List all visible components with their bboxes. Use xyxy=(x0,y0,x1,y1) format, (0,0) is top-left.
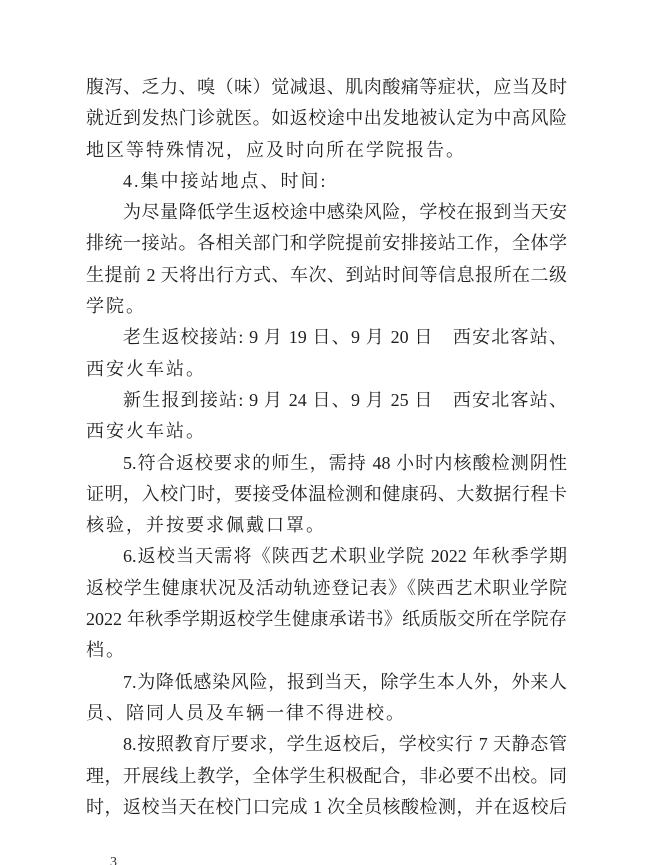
page-number: 3 xyxy=(110,855,117,865)
text-line: 西安火车站。 xyxy=(86,358,206,379)
text-line: 返校学生健康状况及活动轨迹登记表》《陕西艺术职业学院 xyxy=(86,577,567,598)
text-line: 学院。 xyxy=(86,296,146,317)
text-line: 员、陪同人员及车辆一律不得进校。 xyxy=(86,702,406,723)
text-line: 生提前 2 天将出行方式、车次、到站时间等信息报所在二级 xyxy=(86,264,567,285)
text-line: 老生返校接站: 9 月 19 日、9 月 20 日 西安北客站、 xyxy=(123,327,567,348)
document-text-block xyxy=(86,72,567,823)
text-line: 新生报到接站: 9 月 24 日、9 月 25 日 西安北客站、 xyxy=(123,389,567,410)
text-line: 地区等特殊情况，应及时向所在学院报告。 xyxy=(86,139,466,160)
text-line: 5.符合返校要求的师生，需持 48 小时内核酸检测阴性 xyxy=(123,452,567,473)
text-line: 核验，并按要求佩戴口罩。 xyxy=(86,515,326,536)
text-line: 4.集中接站地点、时间: xyxy=(123,170,328,191)
text-line: 西安火车站。 xyxy=(86,421,206,442)
text-line: 理，开展线上教学，全体学生积极配合，非必要不出校。同 xyxy=(86,765,567,786)
text-line: 8.按照教育厅要求，学生返校后，学校实行 7 天静态管 xyxy=(123,734,567,755)
text-line: 就近到发热门诊就医。如返校途中出发地被认定为中高风险 xyxy=(86,108,567,129)
text-line: 档。 xyxy=(86,640,126,661)
text-line: 6.返校当天需将《陕西艺术职业学院 2022 年秋季学期 xyxy=(123,546,567,567)
text-line: 时，返校当天在校门口完成 1 次全员核酸检测，并在返校后 xyxy=(86,796,567,817)
text-line: 证明，入校门时，要接受体温检测和健康码、大数据行程卡 xyxy=(86,483,567,504)
text-line: 7.为降低感染风险，报到当天，除学生本人外，外来人 xyxy=(123,671,567,692)
text-line: 2022 年秋季学期返校学生健康承诺书》纸质版交所在学院存 xyxy=(86,609,567,630)
text-line: 腹泻、乏力、嗅（味）觉减退、肌肉酸痛等症状，应当及时 xyxy=(86,77,567,97)
text-line: 为尽量降低学生返校途中感染风险，学校在报到当天安 xyxy=(123,202,567,223)
text-line: 排统一接站。各相关部门和学院提前安排接站工作，全体学 xyxy=(86,233,567,254)
